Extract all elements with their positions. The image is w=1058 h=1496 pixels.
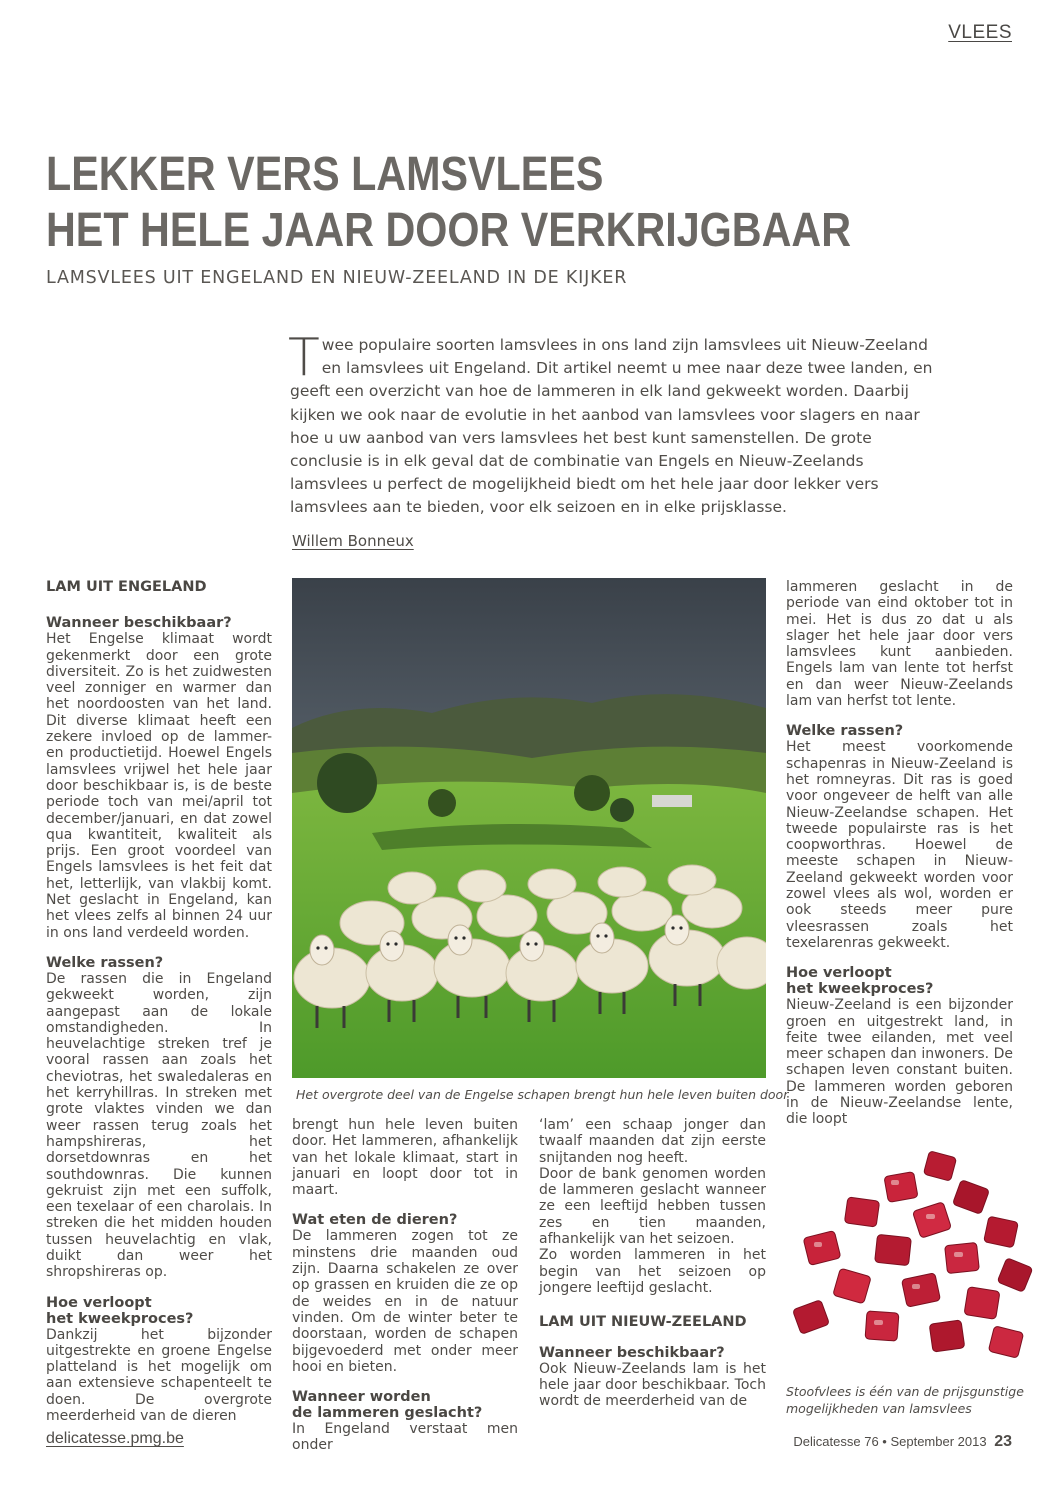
- photo-caption: Het overgrote deel van de Engelse schapen brengt hun hele leven buiten door: [296, 1087, 789, 1102]
- paragraph: ‘lam’ een schaap jonger dan twaalf maanden dat zijn eerste snijtanden nog heeft.: [539, 1117, 766, 1166]
- subheading-line: Hoe verloopt: [786, 965, 892, 982]
- page-number: 23: [994, 1433, 1012, 1450]
- author-byline: Willem Bonneux: [292, 532, 414, 550]
- article-subtitle: LAMSVLEES UIT ENGELAND EN NIEUW-ZEELAND IN DE KIJKER: [46, 268, 628, 288]
- subheading-breeding: [786, 965, 1013, 997]
- paragraph: Het meest voorkomende schapenras in Nieuw-Zeeland is het romneyras. Dit ras is goed voor ongeveer de helft van alle Nieuw-Zeelandse schapen. Het tweede populairste ras is het coopworthras. Hoewel de meeste schapen in Nieuw-Zeeland gekweekt worden voor zowel vlees als wol, worden er ook steeds meer pure vleesrassen zoals het texelarenras gekweekt.: [786, 739, 1013, 951]
- footer-issue: [793, 1433, 1012, 1451]
- paragraph: Door de bank genomen worden de lammeren geslacht wanneer ze een leeftijd hebben tussen zes en tien maanden, afhankelijk van het seizoen.: [539, 1165, 766, 1248]
- column-4: [786, 579, 1013, 1142]
- paragraph: lammeren geslacht in de periode van eind oktober tot in mei. Het is dus zo dat u als slager het hele jaar door vers lamsvlees kunt aanbieden. Engels lam van lente tot herfst en dan weer Nieuw-Zeelands lam van herfst tot lente.: [786, 579, 1013, 710]
- column-1: [46, 579, 272, 1438]
- section-heading-new-zealand: LAM UIT NIEUW-ZEELAND: [539, 1314, 747, 1331]
- subheading-breeds: Welke rassen?: [46, 954, 164, 971]
- paragraph: Zo worden lammeren in het begin van het seizoen op jongere leeftijd geslacht.: [539, 1247, 766, 1296]
- title-line-1: LEKKER VERS LAMSVLEES: [46, 148, 604, 201]
- website-link[interactable]: delicatesse.pmg.be: [46, 1430, 184, 1447]
- paragraph: Het Engelse klimaat wordt gekenmerkt door een grote diversiteit. Zo is het zuidwesten veel zonniger en warmer dan het noordoosten van het land. Dit diverse klimaat heeft een zekere invloed op de lammer- en productietijd. Hoewel Engels lamsvlees vrijwel het hele jaar door beschikbaar is, is de beste periode toch van mei/april tot december/januari, en dat zowel qua kwantiteit, kwaliteit als prijs. Een groot voordeel van Engels lamsvlees is het feit dat het, letterlijk, van vlakbij komt. Net geslacht in Engeland, kan het vlees zelfs al binnen 24 uur in ons land verdeeld worden.: [46, 631, 272, 941]
- paragraph: In Engeland verstaat men onder: [292, 1421, 518, 1454]
- subheading-line: het kweekproces?: [46, 1310, 194, 1327]
- title-line-2: HET HELE JAAR DOOR VERKRIJGBAAR: [46, 204, 852, 257]
- article-title: [46, 147, 872, 259]
- subheading-line: Wanneer worden: [292, 1389, 431, 1406]
- subheading-feeding: Wat eten de dieren?: [292, 1212, 458, 1229]
- subheading-slaughter: [292, 1389, 518, 1421]
- subheading-line: Hoe verloopt: [46, 1294, 152, 1311]
- intro-paragraph: [288, 328, 933, 520]
- subheading-line: het kweekproces?: [786, 981, 934, 998]
- paragraph: De lammeren zogen tot ze minstens drie maanden oud zijn. Daarna schakelen ze over op grassen en kruiden die ze op de weides en in de natuur vinden. Om de winter beter te doorstaan, worden de schapen bijgevoederd met onder meer hooi en bieten.: [292, 1228, 518, 1375]
- paragraph: brengt hun hele leven buiten door. Het lammeren, afhankelijk van het lokale klimaat, start in januari en loopt door tot in maart.: [292, 1117, 518, 1199]
- intro-text: wee populaire soorten lamsvlees in ons land zijn lamsvlees uit Nieuw-Zeeland en lamsvlees uit Engeland. Dit artikel neemt u mee naar deze twee landen, en geeft een overzicht van hoe de lammeren in elk land gekweekt worden. Daarbij kijken we ook naar de evolutie in het aanbod van lamsvlees voor slagers en naar hoe u uw aanbod van vers lamsvlees het best kunt samenstellen. De grote conclusie is in elk geval dat de combinatie van Engels en Nieuw-Zeelands lamsvlees u perfect de mogelijkheid biedt om het hele jaar door lekker vers lamsvlees aan te bieden, voor elk seizoen en in elke prijsklasse.: [290, 336, 933, 517]
- issue-info: Delicatesse 76 • September 2013: [793, 1434, 987, 1449]
- section-tag: VLEES: [948, 22, 1012, 43]
- sheep-photo: [292, 578, 766, 1078]
- subheading-availability: Wanneer beschikbaar?: [46, 615, 232, 632]
- meat-caption: Stoofvlees is één van de prijsgunstige mogelijkheden van lamsvlees: [786, 1384, 1024, 1416]
- subheading-breeding: [46, 1295, 272, 1327]
- paragraph: Dankzij het bijzonder uitgestrekte en groene Engelse platteland is het mogelijk om aan extensieve schapenteelt te doen. De overgrote meerderheid van de dieren: [46, 1326, 272, 1425]
- column-3: [539, 1117, 766, 1423]
- intro-dropcap: T: [288, 328, 320, 388]
- paragraph: Nieuw-Zeeland is een bijzonder groen en uitgestrekt land, in feite twee eilanden, met veel meer schapen dan inwoners. De schapen leven constant buiten. De lammeren worden geboren in de Nieuw-Zeelandse lente, die loopt: [786, 997, 1013, 1128]
- section-heading-england: LAM UIT ENGELAND: [46, 579, 207, 595]
- subheading-availability: Wanneer beschikbaar?: [539, 1344, 725, 1361]
- paragraph: Ook Nieuw-Zeelands lam is het hele jaar door beschikbaar. Toch wordt de meerderheid van de: [539, 1360, 766, 1410]
- column-2: [292, 1117, 518, 1468]
- paragraph: De rassen die in Engeland gekweekt worden, zijn aangepast aan de lokale omstandigheden. In heuvelachtige streken tref je vooral rassen aan zoals het cheviotras, het swaledaleras en het kerryhillras. In streken met grote vlaktes vinden we dan weer rassen terug zoals het hampshireras, het dorsetdownras en het southdownras. Die kunnen gekruist zijn met een suffolk, een texelaar of een charolais. In streken die het midden houden tussen heuvelachtig en vlak, duikt dan weer het shropshireras op.: [46, 970, 272, 1281]
- subheading-line: de lammeren geslacht?: [292, 1405, 483, 1422]
- subheading-breeds: Welke rassen?: [786, 723, 904, 740]
- stew-meat-photo: [786, 1144, 1036, 1374]
